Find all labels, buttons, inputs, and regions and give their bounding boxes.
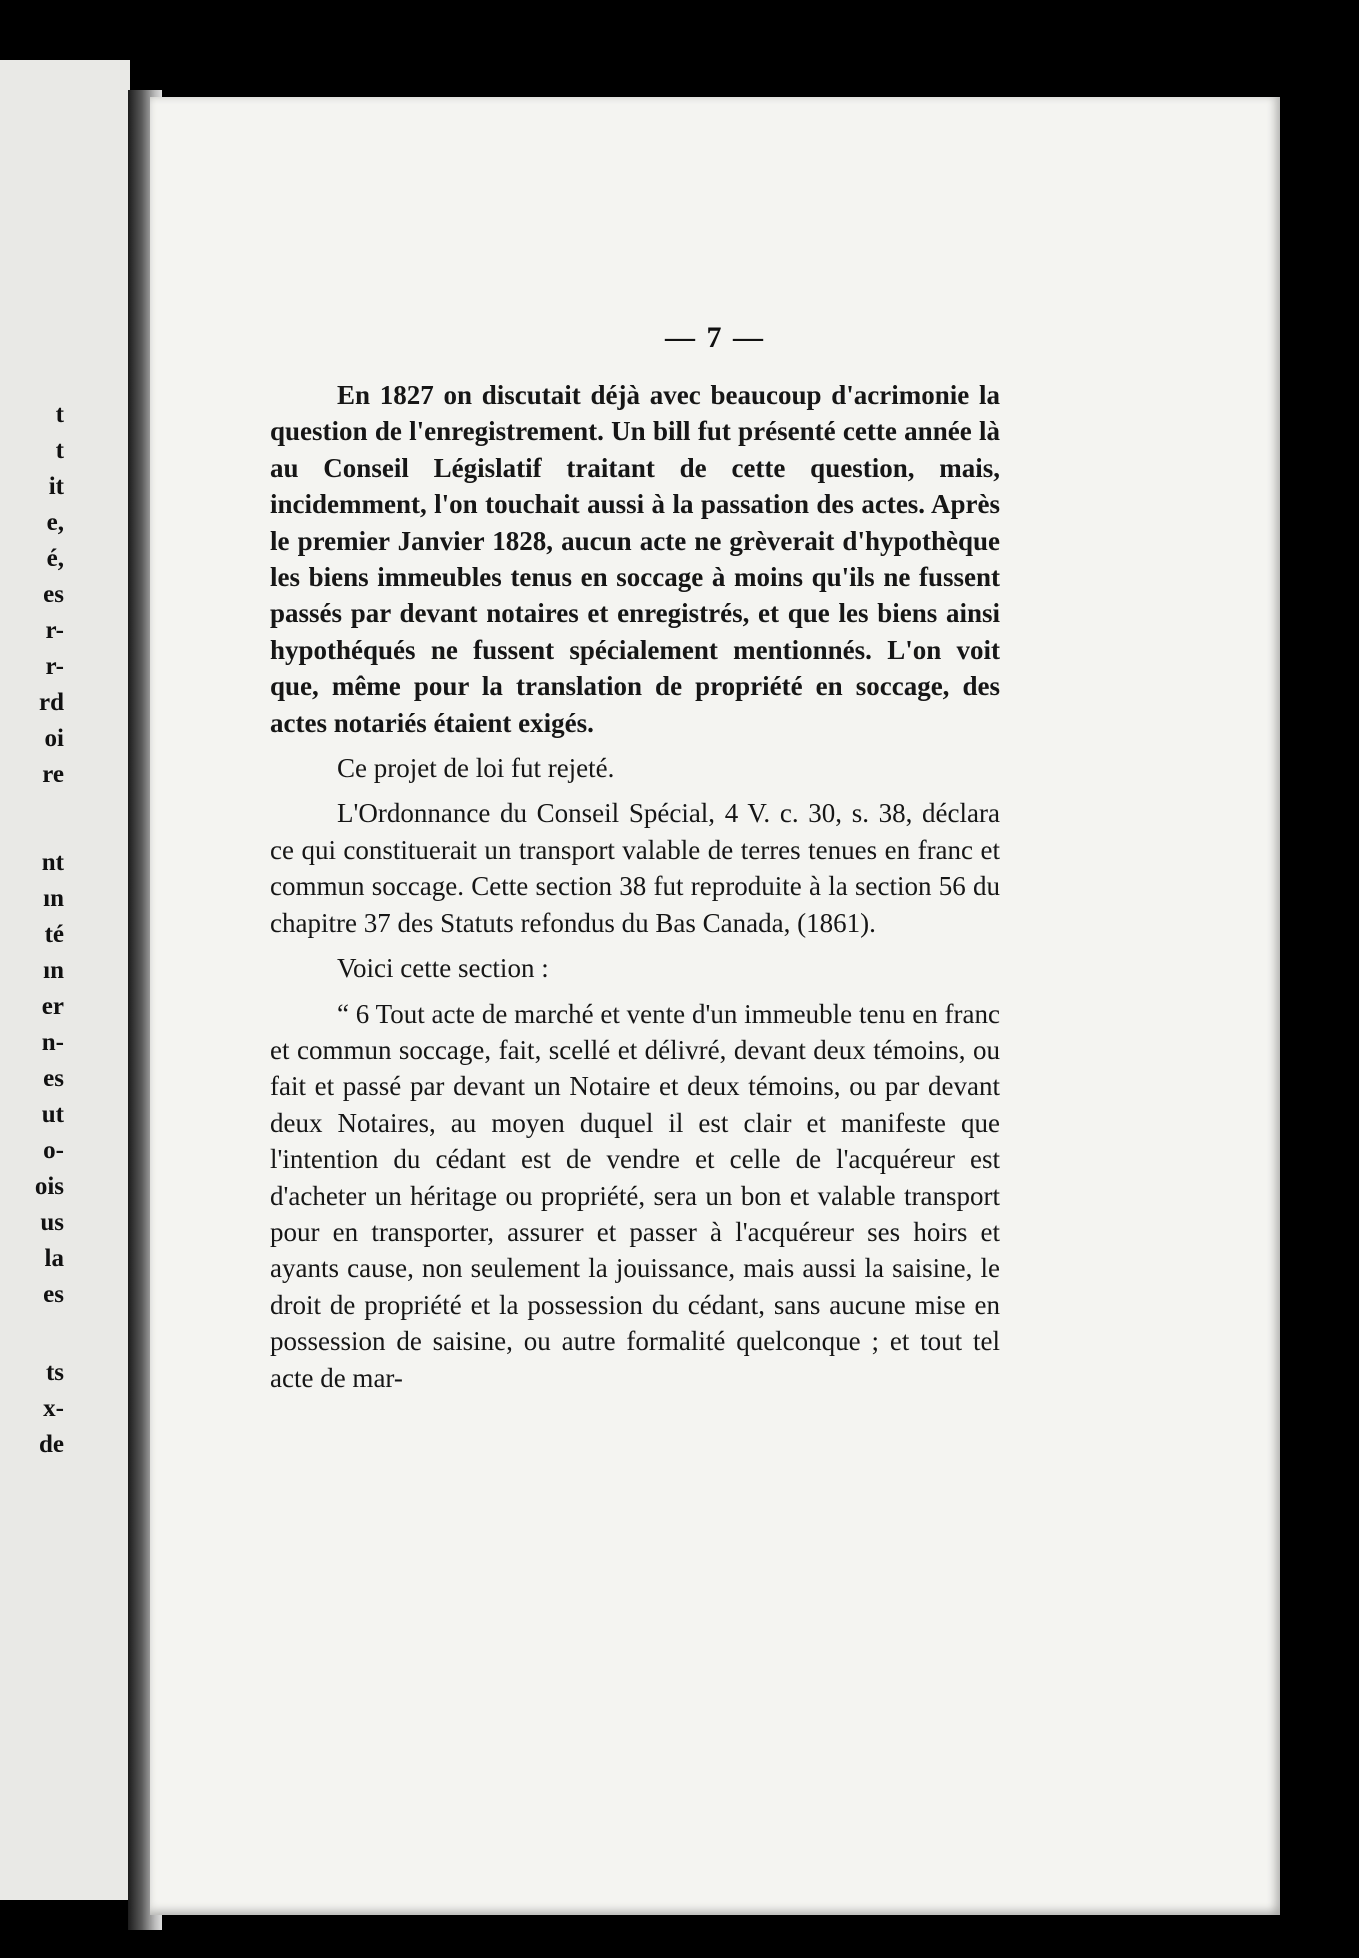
- facing-page-fragment: la: [44, 1245, 64, 1272]
- facing-page-fragment: it: [48, 473, 64, 500]
- paragraph: L'Ordonnance du Conseil Spécial, 4 V. c. 30, s. 38, déclara ce qui constituerait un transport valable de terres tenues en franc et commun soccage. Cette section 38 fut reproduite à la section 56 du chapitre 37 des Statuts refondus du Bas Canada, (1861).: [270, 798, 1000, 938]
- facing-page-fragment: é,: [46, 545, 64, 572]
- facing-page-fragment: e,: [46, 509, 64, 536]
- facing-page-fragment: nt: [41, 849, 64, 876]
- document-page: [150, 97, 1280, 1915]
- facing-page-fragment: té: [44, 921, 64, 948]
- facing-page-fragment: n-: [41, 1029, 64, 1056]
- facing-page-fragment: us: [40, 1209, 64, 1236]
- facing-page-fragment: ois: [34, 1173, 64, 1200]
- facing-page-fragment: o-: [43, 1137, 64, 1164]
- facing-page-fragment: er: [41, 993, 64, 1020]
- facing-page-fragment: es: [43, 581, 64, 608]
- facing-page-fragment: es: [43, 1281, 64, 1308]
- facing-page-edge: [0, 60, 130, 1900]
- paragraph: “ 6 Tout acte de marché et vente d'un immeuble tenu en franc et commun soccage, fait, scellé et délivré, devant deux témoins, ou fait et passé par devant un Notaire et deux témoins, ou par devant deux Notaires, au moyen duquel il est clair et manifeste que l'intention du cédant est de vendre et celle de l'acquéreur est d'acheter un héritage ou propriété, sera un bon et valable transport pour en transporter, assurer et passer à l'acquéreur ses hoirs et ayants cause, non seulement la jouissance, mais aussi la saisine, le droit de propriété et la possession du cédant, sans aucune mise en possession de saisine, ou autre formalité quelconque ; et tout tel acte de mar-: [270, 998, 1000, 1393]
- paragraph: En 1827 on discutait déjà avec beaucoup d'acrimonie la question de l'enregistrement. Un bill fut présenté cette année là au Conseil Législatif traitant de cette question, mais, incidemment, l'on touchait aussi à la passation des actes. Après le premier Janvier 1828, aucun acte ne grèverait d'hypothèque les biens immeubles tenus en soccage à moins qu'ils ne fussent passés par devant notaires et enregistrés, et que les biens ainsi hypothéqués ne fussent spécialement mentionnés. L'on voit que, même pour la translation de propriété en soccage, des actes notariés étaient exigés.: [270, 380, 1000, 738]
- facing-page-fragment: es: [43, 1065, 64, 1092]
- facing-page-fragment: r-: [45, 617, 64, 644]
- facing-page-fragment: oi: [44, 725, 64, 752]
- paragraph: Voici cette section :: [337, 953, 549, 984]
- facing-page-fragment: ut: [41, 1101, 64, 1128]
- facing-page-fragment: r-: [45, 653, 64, 680]
- facing-page-fragment: rd: [39, 689, 64, 716]
- facing-page-fragment: x-: [43, 1395, 64, 1422]
- facing-page-fragment: ın: [43, 885, 64, 912]
- facing-page-fragment: ts: [45, 1359, 64, 1386]
- page-body: [270, 377, 1000, 1396]
- facing-page-fragment: t: [55, 437, 64, 464]
- facing-page-fragment: ın: [43, 957, 64, 984]
- facing-page-fragment: de: [39, 1431, 64, 1458]
- paragraph: Ce projet de loi fut rejeté.: [337, 753, 615, 784]
- facing-page-fragment: t: [55, 401, 64, 428]
- page-number: — 7 —: [665, 321, 765, 354]
- facing-page-fragment: re: [42, 761, 64, 788]
